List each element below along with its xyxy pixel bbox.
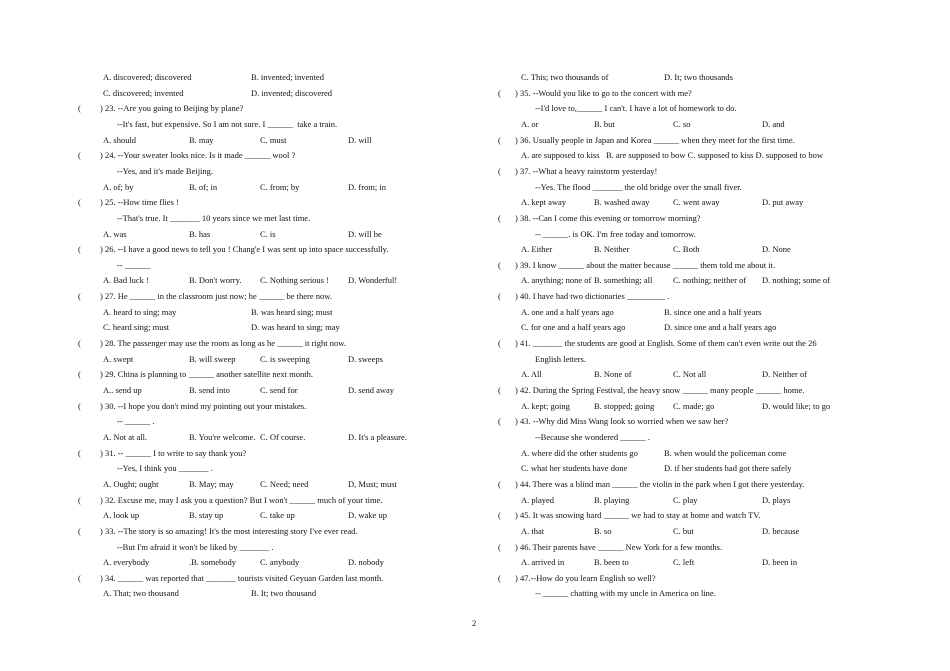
question-text: ) 43. --Why did Miss Wang look so worried when we saw her? — [515, 416, 729, 426]
answer-bracket: ( — [78, 291, 81, 301]
options-line — [0, 182, 440, 192]
option-a: C. This; two thousands of — [521, 72, 609, 82]
options-line — [0, 88, 440, 98]
option-c: C. so — [673, 119, 691, 129]
option-d: D. because — [762, 526, 800, 536]
answer-bracket: ( — [498, 88, 501, 98]
options-line — [0, 510, 440, 520]
option-b: B. since one and a half years — [664, 307, 762, 317]
option-a: A. kept; going — [521, 401, 570, 411]
option-a: A. anything; none of — [521, 275, 592, 285]
options-line — [0, 479, 440, 489]
option-c: C. is sweeping — [260, 354, 310, 364]
question-text: ) 25. --How time flies ! — [100, 197, 179, 207]
response-line — [0, 213, 440, 223]
option-a: A. heard to sing; may — [103, 307, 177, 317]
answer-bracket: ( — [498, 166, 501, 176]
question-line — [475, 510, 915, 520]
options-line — [0, 135, 440, 145]
question-line — [0, 338, 440, 348]
question-text: ) 24. --Your sweater looks nice. Is it made ______ wool ? — [100, 150, 296, 160]
answer-bracket: ( — [78, 495, 81, 505]
question-line — [475, 213, 915, 223]
question-line — [475, 260, 915, 270]
option-b: D. It; two thousands — [664, 72, 733, 82]
option-c: C. Both — [673, 244, 700, 254]
response-line — [475, 150, 915, 160]
option-b: B. Neither — [594, 244, 630, 254]
options-line — [0, 354, 440, 364]
response-line — [0, 260, 440, 270]
option-c: C. Need; need — [260, 479, 309, 489]
options-line — [0, 385, 440, 395]
question-line — [475, 291, 915, 301]
option-d: D, Must; must — [348, 479, 397, 489]
question-line — [475, 135, 915, 145]
option-a: A.. send up — [103, 385, 142, 395]
question-text: ) 34. ______ was reported that _______ tourists visited Geyuan Garden last month. — [100, 573, 384, 583]
response-text: -- ______ chatting with my uncle in America on line. — [535, 588, 716, 598]
question-text: ) 28. The passenger may use the room as long as he ______ it right now. — [100, 338, 346, 348]
option-a: A. look up — [103, 510, 140, 520]
response-text: --That's true. It _______ 10 years since we met last time. — [117, 213, 311, 223]
response-line — [0, 463, 440, 473]
option-c: C. went away — [673, 197, 720, 207]
question-text: ) 44. There was a blind man ______ the violin in the park when I got there yesterday. — [515, 479, 805, 489]
response-text: A. are supposed to kiss B. are supposed to bow C. supposed to kiss D. supposed to bow — [521, 150, 823, 160]
option-c: C. left — [673, 557, 695, 567]
option-b: D. if her students had got there safely — [664, 463, 792, 473]
option-b: D. invented; discovered — [251, 88, 332, 98]
question-line — [0, 150, 440, 160]
option-a: A. played — [521, 495, 555, 505]
answer-bracket: ( — [78, 103, 81, 113]
options-line — [475, 526, 915, 536]
option-d: D. will be — [348, 229, 382, 239]
question-text: ) 38. --Can I come this evening or tomorrow morning? — [515, 213, 701, 223]
option-b: B. so — [594, 526, 612, 536]
question-line — [0, 291, 440, 301]
question-line — [0, 401, 440, 411]
question-text: ) 37. --What a heavy rainstorm yesterday! — [515, 166, 658, 176]
option-b: B. Don't worry. — [189, 275, 242, 285]
question-text: ) 31. -- ______ I to write to say thank you? — [100, 448, 247, 458]
question-line — [0, 369, 440, 379]
option-a: A. All — [521, 369, 542, 379]
options-line — [0, 557, 440, 567]
option-c: C. nothing; neither of — [673, 275, 747, 285]
response-line — [0, 166, 440, 176]
option-b: B. May; may — [189, 479, 234, 489]
question-text: ) 45. It was snowing hard ______ we had to stay at home and watch TV. — [515, 510, 761, 520]
options-line — [475, 463, 915, 473]
question-text: ) 36. Usually people in Japan and Korea ______ when they meet for the first time. — [515, 135, 795, 145]
option-b: B. something; all — [594, 275, 653, 285]
option-c: C. Nothing serious ! — [260, 275, 329, 285]
answer-bracket: ( — [498, 416, 501, 426]
options-line — [0, 588, 440, 598]
option-c: C. take up — [260, 510, 295, 520]
answer-bracket: ( — [78, 448, 81, 458]
response-text: --Yes, I think you _______ . — [117, 463, 213, 473]
options-line — [475, 322, 915, 332]
option-b: B. of; in — [189, 182, 218, 192]
option-d: D. been in — [762, 557, 798, 567]
question-text: ) 41. _______ the students are good at English. Some of them can't even write out the 26 — [515, 338, 817, 348]
answer-bracket: ( — [78, 338, 81, 348]
response-text: -- ______. is OK. I'm free today and tomorrow. — [535, 229, 696, 239]
answer-bracket: ( — [498, 573, 501, 583]
option-d: D. from; in — [348, 182, 387, 192]
option-a: C. what her students have done — [521, 463, 628, 473]
option-d: D. Wonderful! — [348, 275, 398, 285]
option-c: C. but — [673, 526, 694, 536]
option-a: A. one and a half years ago — [521, 307, 614, 317]
option-a: A. should — [103, 135, 137, 145]
option-c: C. Of course. — [260, 432, 306, 442]
option-a: C. discovered; invented — [103, 88, 184, 98]
option-a: A. Not at all. — [103, 432, 148, 442]
options-line — [475, 495, 915, 505]
option-a: C. heard sing; must — [103, 322, 170, 332]
question-text: ) 32. Excuse me, may I ask you a question? But I won't ______ much of your time. — [100, 495, 383, 505]
option-b: .B. somebody — [189, 557, 236, 567]
question-line — [0, 244, 440, 254]
option-d: D. nothing; some of — [762, 275, 830, 285]
option-c: C. made; go — [673, 401, 715, 411]
options-line — [0, 432, 440, 442]
answer-bracket: ( — [498, 213, 501, 223]
option-b: B. invented; invented — [251, 72, 324, 82]
right-column — [475, 0, 915, 671]
question-text: ) 40. I have had two dictionaries _________ . — [515, 291, 670, 301]
option-c: C. send for — [260, 385, 298, 395]
question-line — [475, 416, 915, 426]
option-b: B. will sweep — [189, 354, 236, 364]
question-text: ) 27. He ______ in the classroom just now; he ______ be there now. — [100, 291, 332, 301]
option-d: D. and — [762, 119, 785, 129]
option-a: A. Ought; ought — [103, 479, 159, 489]
page-number: 2 — [472, 618, 477, 628]
response-line — [475, 229, 915, 239]
options-line — [475, 119, 915, 129]
option-b: B. was heard sing; must — [251, 307, 333, 317]
answer-bracket: ( — [78, 150, 81, 160]
response-text: --Because she wondered ______ . — [535, 432, 650, 442]
option-d: D. sweeps — [348, 354, 383, 364]
option-d: D. plays — [762, 495, 791, 505]
options-line — [475, 557, 915, 567]
response-line — [475, 588, 915, 598]
response-text: English letters. — [535, 354, 586, 364]
option-d: D. nobody — [348, 557, 384, 567]
options-line — [475, 275, 915, 285]
answer-bracket: ( — [498, 338, 501, 348]
response-text: --Yes, and it's made Beijing. — [117, 166, 214, 176]
option-c: C. is — [260, 229, 276, 239]
question-line — [0, 197, 440, 207]
option-a: A. of; by — [103, 182, 134, 192]
question-text: ) 39. I know ______ about the matter because ______ them told me about it. — [515, 260, 776, 270]
option-c: C. must — [260, 135, 287, 145]
question-text: ) 30. --I hope you don't mind my pointing out your mistakes. — [100, 401, 307, 411]
question-text: ) 47.--How do you learn English so well? — [515, 573, 656, 583]
question-text: ) 33. --The story is so amazing! It's the most interesting story I've ever read. — [100, 526, 358, 536]
question-line — [475, 479, 915, 489]
question-line — [0, 495, 440, 505]
option-d: D. wake up — [348, 510, 387, 520]
response-text: --Yes. The flood _______ the old bridge over the small fiver. — [535, 182, 742, 192]
answer-bracket: ( — [498, 385, 501, 395]
option-d: D. It's a pleasure. — [348, 432, 407, 442]
option-a: A. Either — [521, 244, 553, 254]
option-a: A. that — [521, 526, 545, 536]
option-c: C. play — [673, 495, 698, 505]
answer-bracket: ( — [498, 510, 501, 520]
answer-bracket: ( — [498, 260, 501, 270]
option-b: B. playing — [594, 495, 630, 505]
question-line — [475, 573, 915, 583]
option-b: D. since one and a half years ago — [664, 322, 777, 332]
option-a: A. was — [103, 229, 127, 239]
question-line — [475, 385, 915, 395]
answer-bracket: ( — [78, 401, 81, 411]
question-line — [0, 103, 440, 113]
options-line — [0, 275, 440, 285]
options-line — [0, 229, 440, 239]
options-line — [475, 72, 915, 82]
question-line — [475, 88, 915, 98]
option-a: A. Bad luck ! — [103, 275, 149, 285]
option-c: C. anybody — [260, 557, 300, 567]
options-line — [475, 244, 915, 254]
question-text: ) 42. During the Spring Festival, the heavy snow ______ many people ______ home. — [515, 385, 805, 395]
options-line — [475, 448, 915, 458]
options-line — [475, 369, 915, 379]
option-d: D. None — [762, 244, 791, 254]
option-a: A. kept away — [521, 197, 567, 207]
option-d: D. Neither of — [762, 369, 808, 379]
question-text: ) 29. China is planning to ______ another satellite next month. — [100, 369, 313, 379]
options-line — [0, 307, 440, 317]
answer-bracket: ( — [498, 291, 501, 301]
question-line — [0, 448, 440, 458]
option-b: B. stay up — [189, 510, 224, 520]
left-column — [0, 0, 440, 671]
response-text: --I'd love to,______ I can't. I have a lot of homework to do. — [535, 103, 737, 113]
option-b: B. has — [189, 229, 211, 239]
question-line — [0, 573, 440, 583]
response-line — [0, 119, 440, 129]
answer-bracket: ( — [78, 197, 81, 207]
answer-bracket: ( — [498, 135, 501, 145]
option-b: B. You're welcome. — [189, 432, 256, 442]
response-line — [0, 542, 440, 552]
option-b: B. stopped; going — [594, 401, 655, 411]
response-line — [475, 182, 915, 192]
options-line — [475, 307, 915, 317]
option-d: D. would like; to go — [762, 401, 831, 411]
answer-bracket: ( — [78, 526, 81, 536]
response-line — [475, 432, 915, 442]
options-line — [475, 401, 915, 411]
options-line — [0, 322, 440, 332]
answer-bracket: ( — [78, 573, 81, 583]
option-c: C. Not all — [673, 369, 707, 379]
option-b: B. been to — [594, 557, 629, 567]
question-text: ) 35. --Would you like to go to the concert with me? — [515, 88, 692, 98]
option-a: A. discovered; discovered — [103, 72, 192, 82]
response-line — [0, 416, 440, 426]
option-b: B. None of — [594, 369, 632, 379]
option-b: D. was heard to sing; may — [251, 322, 340, 332]
question-line — [475, 338, 915, 348]
response-line — [475, 354, 915, 364]
options-line — [0, 72, 440, 82]
response-text: --But I'm afraid it won't be liked by _______ . — [117, 542, 274, 552]
option-a: A. or — [521, 119, 539, 129]
question-line — [0, 526, 440, 536]
answer-bracket: ( — [78, 369, 81, 379]
question-line — [475, 542, 915, 552]
answer-bracket: ( — [498, 479, 501, 489]
options-line — [475, 197, 915, 207]
response-text: --It's fast, but expensive. So I am not sure. I ______ take a train. — [117, 119, 338, 129]
question-text: ) 26. --I have a good news to tell you ! Chang'e I was sent up into space successfully. — [100, 244, 389, 254]
option-c: C. from; by — [260, 182, 300, 192]
answer-bracket: ( — [498, 542, 501, 552]
response-text: -- ______ . — [117, 416, 155, 426]
option-a: A. swept — [103, 354, 134, 364]
option-a: A. everybody — [103, 557, 150, 567]
option-b: B. send into — [189, 385, 230, 395]
option-b: B. may — [189, 135, 214, 145]
option-b: B. washed away — [594, 197, 650, 207]
option-a: A. That; two thousand — [103, 588, 179, 598]
option-b: B. It; two thousand — [251, 588, 317, 598]
response-text: -- ______ — [117, 260, 151, 270]
option-a: A. arrived in — [521, 557, 565, 567]
option-d: D. will — [348, 135, 372, 145]
option-a: A. where did the other students go — [521, 448, 638, 458]
option-b: B. when would the policeman come — [664, 448, 787, 458]
question-text: ) 23. --Are you going to Beijing by plane? — [100, 103, 244, 113]
answer-bracket: ( — [78, 244, 81, 254]
option-d: D. send away — [348, 385, 395, 395]
option-d: D. put away — [762, 197, 804, 207]
response-line — [475, 103, 915, 113]
option-b: B. but — [594, 119, 615, 129]
option-a: C. for one and a half years ago — [521, 322, 626, 332]
question-line — [475, 166, 915, 176]
question-text: ) 46. Their parents have ______ New York for a few months. — [515, 542, 723, 552]
